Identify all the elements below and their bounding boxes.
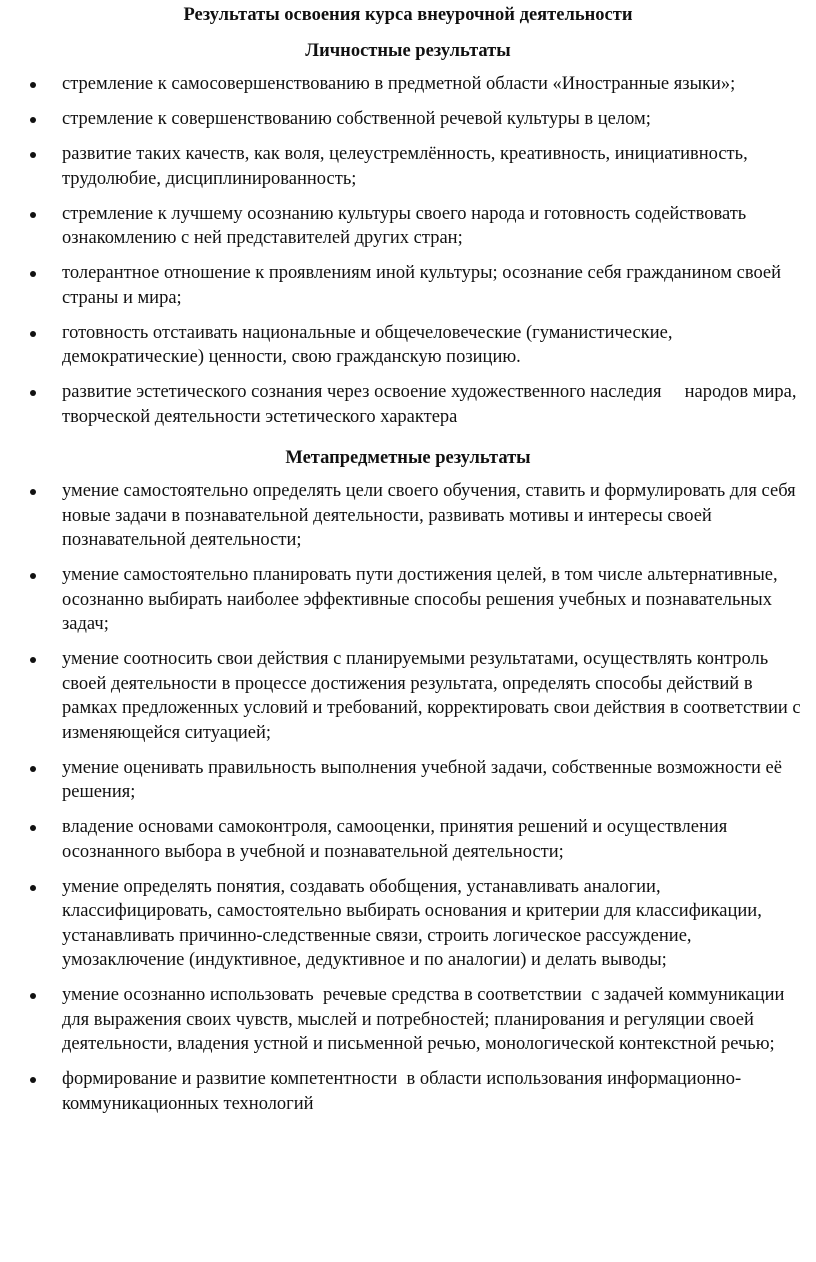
bullet-icon [30,993,36,999]
list-item-text: стремление к лучшему осознанию культуры своего народа и готовность содействовать ознакомлению с ней представителей других стран; [62,203,747,248]
bullet-icon [30,1077,36,1083]
bullet-icon [30,82,36,88]
list-item-text: развитие эстетического сознания через освоение художественного наследия народов мира, творческой деятельности эстетического характера [62,382,802,427]
list-item-text: развитие таких качеств, как воля, целеустремлённость, креативность, инициативность, трудолюбие, дисциплинированность; [62,144,748,189]
section-heading-metasubject: Метапредметные результаты [285,448,531,468]
list-item [0,72,816,97]
list-item-text: формирование и развитие компетентности в области использования информационно-коммуникационных технологий [62,1069,742,1114]
list-item [0,479,816,553]
document-title: Результаты освоения курса внеурочной деятельности [183,5,633,25]
list-item-text: умение определять понятия, создавать обобщения, устанавливать аналогии, классифицировать, самостоятельно выбирать основания и критерии для классификации, устанавливать причинно-следственные связи, строить логическое рассуждение, умозаключение (индуктивное, дедуктивное и по аналогии) и делать выводы; [62,876,762,970]
bullet-icon [30,152,36,158]
list-item [0,380,816,429]
list-item-text: готовность отстаивать национальные и общечеловеческие (гуманистические, демократические) ценности, свою гражданскую позицию. [62,322,673,367]
bullet-icon [30,573,36,579]
bullet-icon [30,271,36,277]
list-item [0,563,816,637]
list-item-text: умение оценивать правильность выполнения учебной задачи, собственные возможности её решения; [62,757,782,802]
list-item [0,756,816,805]
bullet-icon [30,885,36,891]
list-item-text: стремление к совершенствованию собственной речевой культуры в целом; [62,109,651,129]
bullet-icon [30,825,36,831]
list-item-text: умение самостоятельно планировать пути достижения целей, в том числе альтернативные, осознанно выбирать наиболее эффективные способы решения учебных и познавательных задач; [62,565,778,634]
list-item [0,875,816,973]
list-item [0,202,816,251]
list-item [0,647,816,745]
bullet-icon [30,766,36,772]
list-item-text: умение осознанно использовать речевые средства в соответствии с задачей коммуникации для выражения своих чувств, мыслей и потребностей; планирования и регуляции своей деятельности, владения устной и письменной речью, монологической контекстной речью; [62,985,790,1054]
list-item-text: умение самостоятельно определять цели своего обучения, ставить и формулировать для себя новые задачи в познавательной деятельности, развивать мотивы и интересы своей познавательной деятельности; [62,481,796,550]
list-item [0,142,816,191]
personal-results-list [0,72,816,429]
list-item-text: владение основами самоконтроля, самооценки, принятия решений и осуществления осознанного выбора в учебной и познавательной деятельности; [62,817,728,862]
list-item [0,261,816,310]
list-item [0,983,816,1057]
bullet-icon [30,117,36,123]
bullet-icon [30,390,36,396]
section-heading-personal: Личностные результаты [305,41,511,61]
list-item [0,321,816,370]
bullet-icon [30,657,36,663]
list-item-text: умение соотносить свои действия с планируемыми результатами, осуществлять контроль своей деятельности в процессе достижения результата, определять способы действий в рамках предложенных условий и требований, корректировать свои действия в соответствии с изменяющейся ситуацией; [62,649,801,743]
bullet-icon [30,212,36,218]
metasubject-results-list [0,479,816,1116]
bullet-icon [30,489,36,495]
list-item [0,815,816,864]
list-item-text: стремление к самосовершенствованию в предметной области «Иностранные языки»; [62,74,736,94]
list-item-text: толерантное отношение к проявлениям иной культуры; осознание себя гражданином своей страны и мира; [62,263,782,308]
list-item [0,107,816,132]
list-item [0,1067,816,1116]
bullet-icon [30,331,36,337]
